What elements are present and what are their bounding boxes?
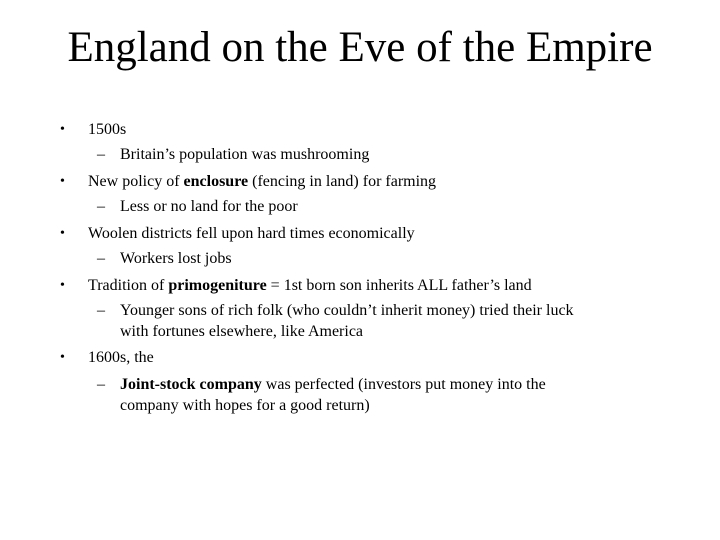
sub-item-less-land	[120, 197, 298, 217]
sub-item-population	[120, 145, 369, 165]
dash-icon: –	[97, 302, 105, 319]
bullet-text: (fencing in land) for farming	[248, 173, 437, 190]
dash-icon: –	[97, 250, 105, 267]
bullet-text: Tradition of	[88, 277, 169, 294]
bullet-icon: •	[60, 350, 65, 365]
sub-item-text: with fortunes elsewhere, like America	[120, 323, 364, 340]
bullet-text: 1600s, the	[88, 349, 154, 366]
dash-icon: –	[97, 146, 105, 163]
sub-item-workers	[120, 249, 232, 269]
bold-term-joint-stock: Joint-stock company	[120, 376, 262, 393]
bold-term-primogeniture: primogeniture	[168, 277, 267, 294]
bold-term-enclosure: enclosure	[183, 173, 249, 190]
sub-item-younger-sons	[120, 301, 574, 321]
bullet-text: Woolen districts fell upon hard times economically	[88, 225, 415, 242]
bullet-item-primogeniture	[88, 276, 532, 296]
bullet-icon: •	[60, 122, 65, 137]
bullet-item-1500s	[88, 120, 126, 140]
sub-item-text: Younger sons of rich folk (who couldn’t inherit money) tried their luck	[120, 302, 574, 319]
bullet-item-1600s	[88, 348, 154, 368]
bullet-text: = 1st born son inherits ALL father’s land	[266, 277, 532, 294]
sub-item-text: Britain’s population was mushrooming	[120, 146, 370, 163]
bullet-icon: •	[60, 278, 65, 293]
dash-icon: –	[97, 376, 105, 393]
sub-item-text: Workers lost jobs	[120, 250, 232, 267]
bullet-text: 1500s	[88, 121, 127, 138]
bullet-item-woolen-districts	[88, 224, 415, 244]
bullet-icon: •	[60, 174, 65, 189]
bullet-item-enclosure	[88, 172, 436, 192]
bullet-icon: •	[60, 226, 65, 241]
sub-item-text: company with hopes for a good return)	[120, 397, 370, 414]
slide-title: England on the Eve of the Empire	[67, 24, 653, 71]
dash-icon: –	[97, 198, 105, 215]
bullet-text: New policy of	[88, 173, 184, 190]
sub-item-text: was perfected (investors put money into the	[261, 376, 546, 393]
sub-item-joint-stock	[120, 375, 546, 395]
sub-item-continuation	[120, 322, 363, 342]
sub-item-text: Less or no land for the poor	[120, 198, 298, 215]
sub-item-continuation	[120, 396, 370, 416]
